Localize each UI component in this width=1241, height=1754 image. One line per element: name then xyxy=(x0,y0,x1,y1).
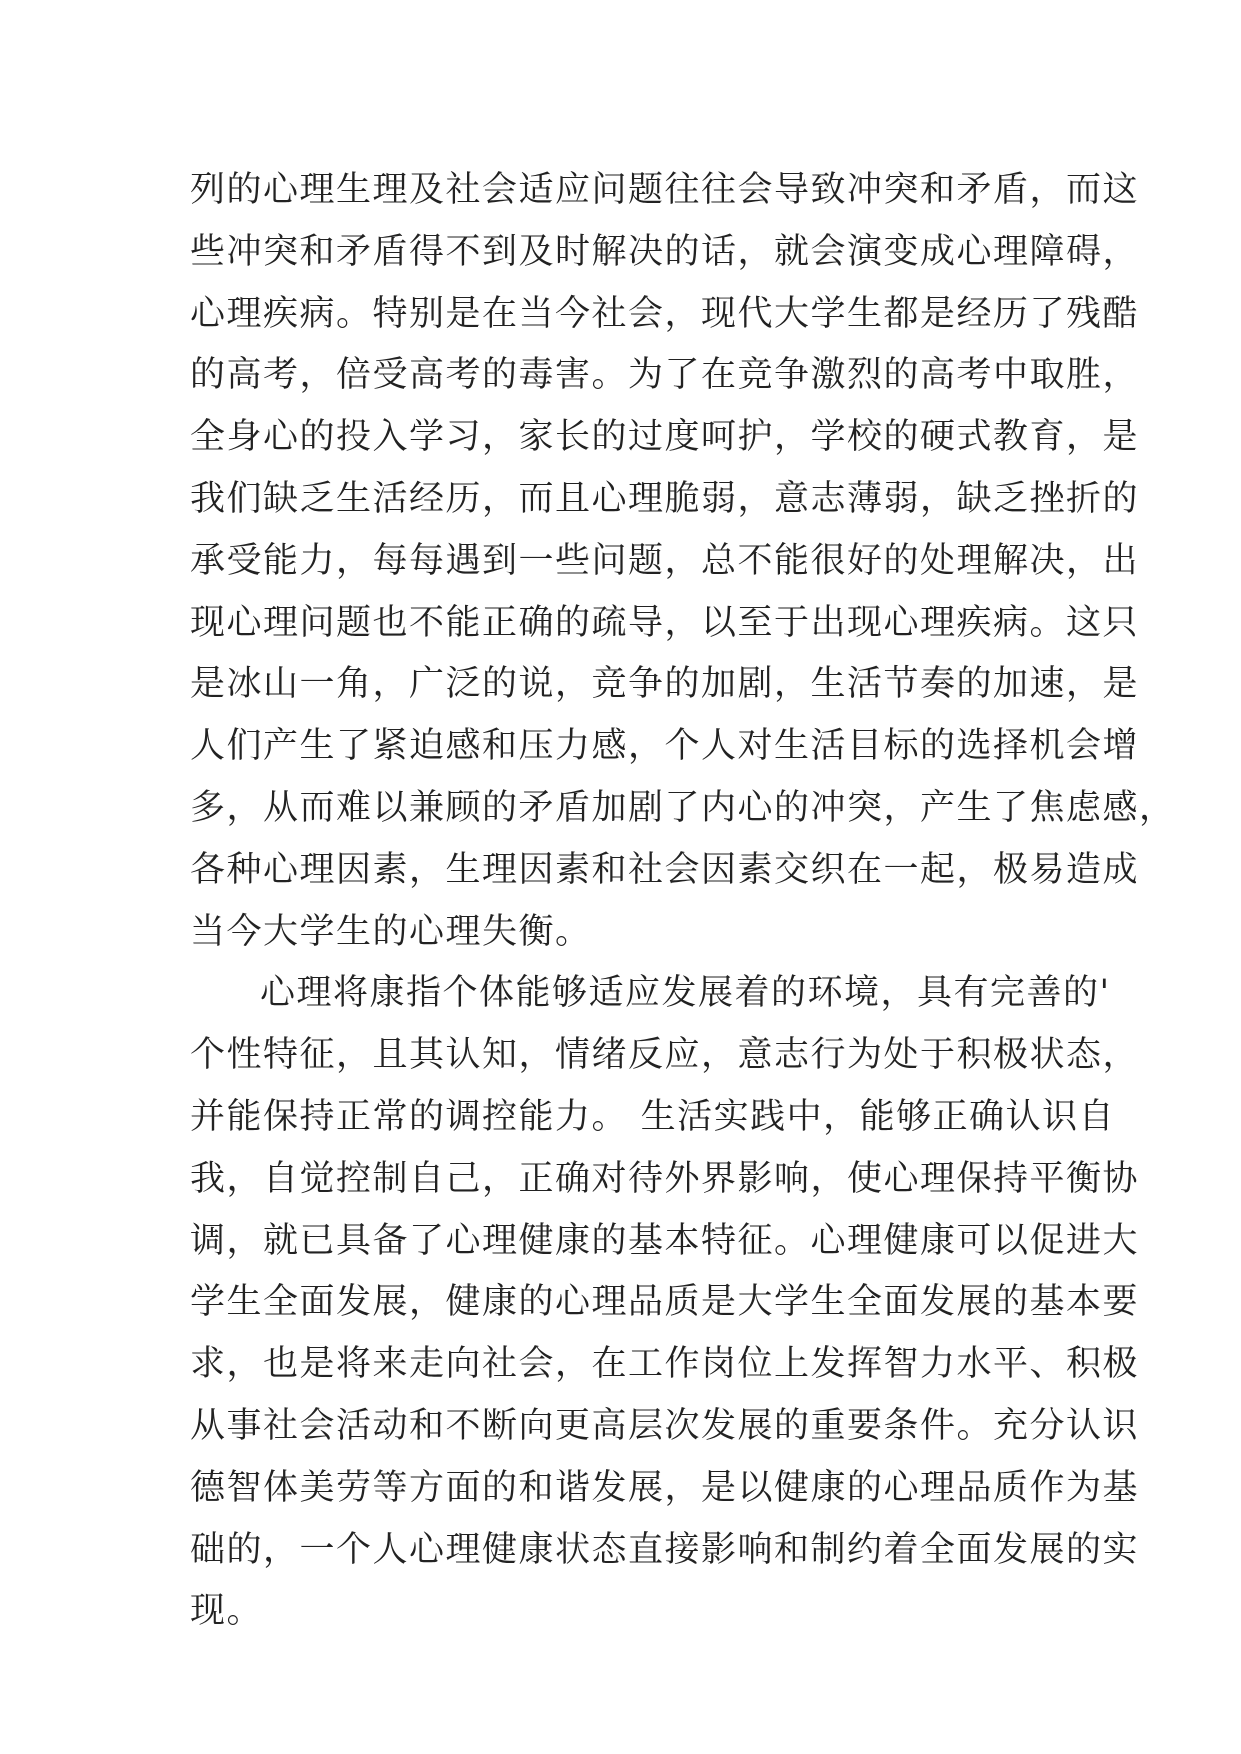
paragraph-2 xyxy=(190,963,1140,1643)
text-line: 心理疾病。特别是在当今社会，现代大学生都是经历了残酷 xyxy=(190,293,1140,334)
text-line: 各种心理因素，生理因素和社会因素交织在一起，极易造成 xyxy=(190,849,1140,890)
text-line: 学生全面发展，健康的心理品质是大学生全面发展的基本要 xyxy=(190,1282,1140,1323)
text-line: 现。 xyxy=(190,1591,264,1632)
text-line: 的高考，倍受高考的毒害。为了在竞争激烈的高考中取胜， xyxy=(190,355,1140,396)
text-line: 求，也是将来走向社会，在工作岗位上发挥智力水平、积极 xyxy=(190,1344,1140,1385)
body-text xyxy=(190,160,1176,1643)
text-line: 人们产生了紧迫感和压力感，个人对生活目标的选择机会增 xyxy=(190,726,1140,767)
text-line: 我们缺乏生活经历，而且心理脆弱，意志薄弱，缺乏挫折的 xyxy=(190,478,1140,519)
text-line: 我，自觉控制自己，正确对待外界影响，使心理保持平衡协 xyxy=(190,1158,1140,1199)
text-line: 些冲突和矛盾得不到及时解决的话，就会演变成心理障碍， xyxy=(190,231,1140,272)
text-line: 并能保持正常的调控能力。 生活实践中，能够正确认识自 xyxy=(190,1096,1116,1137)
text-line: 全身心的投入学习，家长的过度呵护，学校的硬式教育，是 xyxy=(190,417,1140,458)
text-line: 德智体美劳等方面的和谐发展，是以健康的心理品质作为基 xyxy=(190,1467,1140,1508)
text-line: 调，就已具备了心理健康的基本特征。心理健康可以促进大 xyxy=(190,1220,1140,1261)
text-line: 列的心理生理及社会适应问题往往会导致冲突和矛盾，而这 xyxy=(190,170,1140,210)
text-line: 从事社会活动和不断向更高层次发展的重要条件。充分认识 xyxy=(190,1405,1140,1446)
text-line: 承受能力，每每遇到一些问题，总不能很好的处理解决，出 xyxy=(190,540,1140,581)
paragraph-1 xyxy=(190,160,1176,963)
text-line: 当今大学生的心理失衡。 xyxy=(190,911,592,952)
text-line: 多，从而难以兼顾的矛盾加剧了内心的冲突，产生了焦虑感， xyxy=(190,787,1176,828)
text-line: 个性特征，且其认知，情绪反应，意志行为处于积极状态， xyxy=(190,1035,1140,1076)
text-line: 心理将康指个体能够适应发展着的环境，具有完善的' xyxy=(260,973,1111,1014)
text-line: 是冰山一角，广泛的说，竞争的加剧，生活节奏的加速，是 xyxy=(190,664,1140,705)
text-line: 础的，一个人心理健康状态直接影响和制约着全面发展的实 xyxy=(190,1529,1140,1570)
text-line: 现心理问题也不能正确的疏导，以至于出现心理疾病。这只 xyxy=(190,602,1140,643)
